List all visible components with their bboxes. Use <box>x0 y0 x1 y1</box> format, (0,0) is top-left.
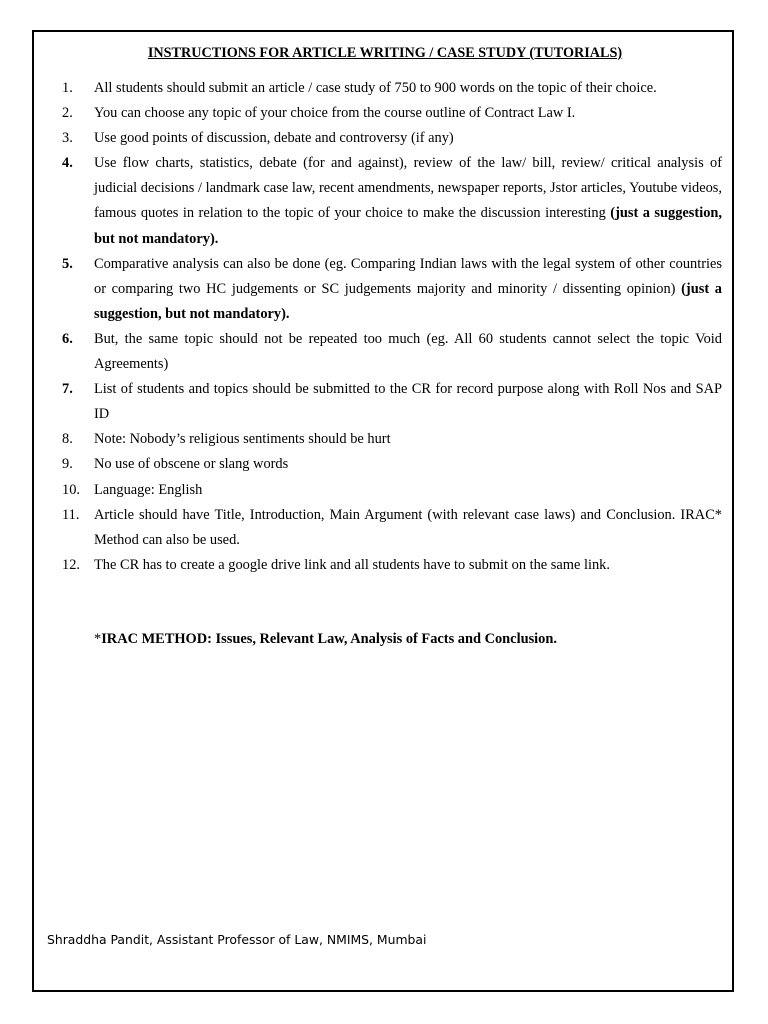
item-text: The CR has to create a google drive link and all students have to submit on the same link. <box>94 556 610 573</box>
irac-method-definition: : Issues, Relevant Law, Analysis of Facts and Conclusion. <box>207 631 557 647</box>
list-item <box>62 427 722 452</box>
list-item <box>62 101 722 126</box>
item-number: 11. <box>62 506 80 523</box>
list-item <box>62 252 722 327</box>
list-item <box>62 151 722 251</box>
list-item <box>62 377 722 427</box>
list-item <box>62 503 722 553</box>
item-number: 12. <box>62 556 80 573</box>
item-number: 5. <box>62 255 73 272</box>
item-text: List of students and topics should be submitted to the CR for record purpose along with Roll Nos and SAP ID <box>94 381 722 423</box>
item-number: 8. <box>62 431 73 448</box>
item-number: 3. <box>62 130 73 147</box>
item-suggestion-note: (just a suggestion, but not mandatory). <box>94 205 722 247</box>
document-page <box>32 30 734 992</box>
item-number: 9. <box>62 456 73 473</box>
item-text: All students should submit an article / case study of 750 to 900 words on the topic of their choice. <box>94 80 657 96</box>
irac-method-label: IRAC METHOD <box>101 631 208 647</box>
item-text: Use flow charts, statistics, debate (for and against), review of the law/ bill, review/ critical analysis of judicial decisions / landmark case law, recent amendments, newspaper reports, Jstor articles, Youtube videos, famous quotes in relation to the topic of your choice to make the discussion interesting <box>94 155 722 222</box>
item-text: Use good points of discussion, debate and controversy (if any) <box>94 130 454 147</box>
footer-author: Shraddha Pandit, Assistant Professor of Law, NMIMS, Mumbai <box>47 932 427 947</box>
list-item <box>62 478 722 503</box>
item-text: No use of obscene or slang words <box>94 456 289 473</box>
item-text: Comparative analysis can also be done (eg. Comparing Indian laws with the legal system of other countries or comparing two HC judgements or SC judgements majority and minority / dissenting opinion) <box>94 255 722 297</box>
item-text: Note: Nobody’s religious sentiments should be hurt <box>94 431 391 448</box>
item-text: You can choose any topic of your choice from the course outline of Contract Law I. <box>94 105 576 122</box>
item-text: Article should have Title, Introduction, Main Argument (with relevant case laws) and Conclusion. IRAC* Method can also be used. <box>94 506 722 548</box>
list-item <box>62 126 722 151</box>
irac-method-note <box>94 631 557 648</box>
item-number: 10. <box>62 481 80 498</box>
item-number: 7. <box>62 381 73 398</box>
item-text: But, the same topic should not be repeated too much (eg. All 60 students cannot select the topic Void Agreements) <box>94 330 722 373</box>
document-title: INSTRUCTIONS FOR ARTICLE WRITING / CASE STUDY (TUTORIALS) <box>147 45 623 61</box>
item-text: Language: English <box>94 481 203 498</box>
list-item <box>62 76 722 101</box>
list-item <box>62 327 722 377</box>
irac-asterisk: * <box>94 631 102 647</box>
item-number: 4. <box>62 155 73 172</box>
list-item <box>62 553 722 578</box>
instructions-list <box>62 76 722 578</box>
item-suggestion-note: (just a suggestion, but not mandatory). <box>94 280 722 322</box>
item-number: 6. <box>62 330 73 347</box>
list-item <box>62 452 722 477</box>
item-number: 2. <box>62 105 73 122</box>
item-number: 1. <box>62 80 73 96</box>
